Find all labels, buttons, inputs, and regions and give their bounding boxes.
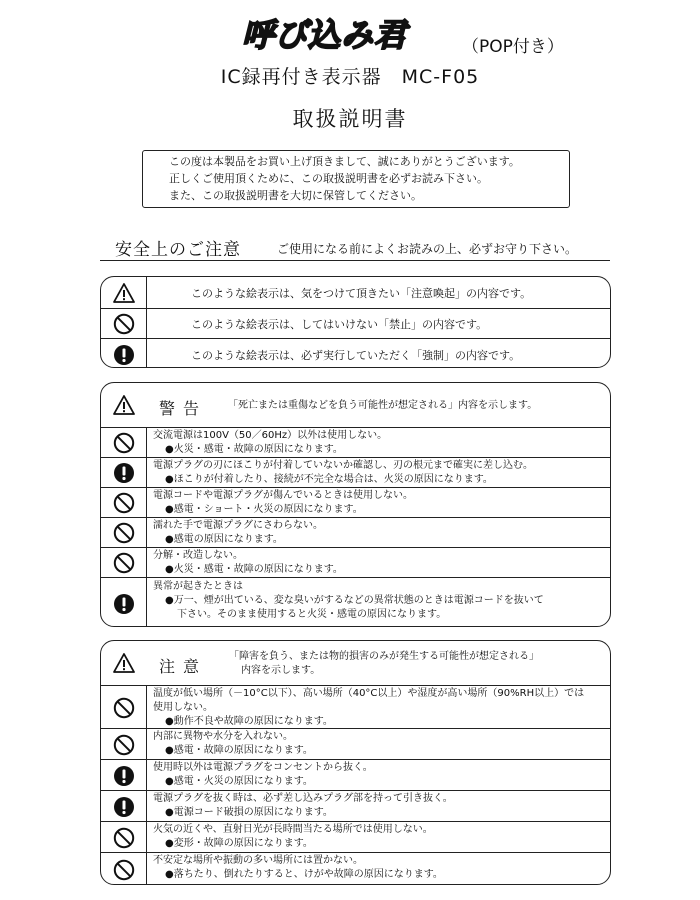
item-line: 温度が低い場所（－10°C以下）、高い場所（40°C以上）や湿度が高い場所（90%RH以上）では (153, 688, 585, 699)
caution-header (101, 641, 610, 685)
item-text (153, 459, 606, 487)
item-line: 使用しない。 (153, 702, 213, 713)
model-line: IC録再付き表示器 MC-F05 (220, 66, 480, 88)
item-line: 濡れた手で電源プラグにさわらない。 (153, 520, 323, 531)
item-text (153, 761, 606, 789)
item-note: ●変形・故障の原因になります。 (165, 838, 313, 849)
legend-text: このような絵表示は、必ず実行していただく「強制」の内容です。 (191, 348, 521, 362)
caution-triangle-icon (113, 653, 135, 673)
warning-item (101, 427, 610, 458)
icon-cell (101, 458, 147, 488)
icon-cell (101, 339, 147, 368)
caution-triangle-icon (113, 283, 135, 303)
item-note: ●落ちたり、倒れたりすると、けがや故障の原因になります。 (165, 869, 443, 880)
caution-desc-line: 「障害を負う、または物的損害のみが発生する可能性が想定される」 (229, 651, 539, 662)
mandatory-icon (113, 796, 135, 818)
item-text (153, 580, 606, 622)
warning-item (101, 517, 610, 548)
item-line: 火気の近くや、直射日光が長時間当たる場所では使用しない。 (153, 824, 433, 835)
icon-cell (101, 822, 147, 853)
icon-cell (101, 488, 147, 518)
mandatory-icon (113, 344, 135, 366)
icon-cell (101, 428, 147, 458)
item-note: ●火災・感電・故障の原因になります。 (165, 444, 343, 455)
item-line: 分解・改造しない。 (153, 550, 243, 561)
safety-heading: 安全上のご注意 (115, 240, 241, 260)
item-line: 電源コードや電源プラグが傷んでいるときは使用しない。 (153, 490, 413, 501)
item-line: 使用時以外は電源プラグをコンセントから抜く。 (153, 762, 373, 773)
icon-cell (101, 578, 147, 627)
warning-item (101, 547, 610, 578)
caution-item (101, 790, 610, 822)
icon-cell (101, 686, 147, 729)
mandatory-icon (113, 765, 135, 787)
item-text (153, 730, 606, 758)
legend-box (100, 276, 611, 368)
warning-label: 警告 (159, 399, 208, 418)
legend-text: このような絵表示は、気をつけて頂きたい「注意喚起」の内容です。 (191, 286, 532, 300)
icon-cell (101, 641, 146, 685)
prohibited-icon (113, 859, 135, 881)
caution-item (101, 821, 610, 853)
caution-item (101, 759, 610, 791)
warning-item (101, 577, 610, 627)
legend-text: このような絵表示は、してはいけない「禁止」の内容です。 (191, 318, 488, 331)
prohibited-icon (113, 697, 135, 719)
prohibited-icon (113, 827, 135, 849)
item-line: 不安定な場所や振動の多い場所には置かない。 (153, 855, 363, 866)
item-note: ●動作不良や故障の原因になります。 (165, 716, 333, 727)
mandatory-icon (113, 593, 135, 615)
item-text (153, 429, 606, 457)
warning-box (100, 382, 611, 627)
prohibited-icon (113, 432, 135, 454)
item-note: ●ほこりが付着したり、接続が不完全な場合は、火災の原因になります。 (165, 474, 493, 485)
prohibited-icon (113, 492, 135, 514)
icon-cell (101, 548, 147, 578)
item-note: ●万一、煙が出ている、変な臭いがするなどの異常状態のときは電源コードを抜いて (165, 595, 544, 606)
intro-line: この度は本製品をお買い上げ頂きまして、誠にありがとうございます。 (169, 155, 520, 168)
title-row (0, 6, 700, 56)
caution-box (100, 640, 611, 885)
intro-line: また、この取扱説明書を大切に保管してください。 (169, 189, 422, 202)
item-text (153, 854, 606, 882)
legend-row (101, 308, 610, 339)
item-text (153, 519, 606, 547)
item-note: ●感電の原因になります。 (165, 534, 283, 545)
legend-row (101, 277, 610, 308)
icon-cell (101, 853, 147, 885)
product-logo: 呼び込み君 (242, 16, 408, 54)
item-note: ●火災・感電・故障の原因になります。 (165, 564, 343, 575)
warning-item (101, 457, 610, 488)
warning-desc (228, 399, 537, 413)
prohibited-icon (113, 522, 135, 544)
item-text (153, 549, 606, 577)
item-text (153, 489, 606, 517)
item-text (153, 687, 606, 729)
item-line: 交流電源は100V（50／60Hz）以外は使用しない。 (153, 430, 388, 441)
section-divider (100, 260, 610, 261)
icon-cell (101, 791, 147, 822)
caution-item (101, 685, 610, 729)
caution-item (101, 852, 610, 885)
icon-cell (101, 760, 147, 791)
intro-box (142, 150, 570, 208)
item-note: ●感電・故障の原因になります。 (165, 745, 313, 756)
pop-note: （POP付き） (462, 37, 564, 57)
warning-desc-line: 「死亡または重傷などを負う可能性が想定される」内容を示します。 (228, 400, 538, 411)
item-note: ●感電・火災の原因になります。 (165, 776, 313, 787)
item-text (153, 823, 606, 851)
item-line: 内部に異物や水分を入れない。 (153, 731, 293, 742)
caution-desc-line: 内容を示します。 (241, 665, 321, 676)
mandatory-icon (113, 462, 135, 484)
prohibited-icon (113, 734, 135, 756)
caution-item (101, 728, 610, 760)
warning-item (101, 487, 610, 518)
icon-cell (101, 309, 147, 339)
warning-header (101, 383, 610, 427)
item-text (153, 792, 606, 820)
item-note: ●感電・ショート・火災の原因になります。 (165, 504, 363, 515)
prohibited-icon (113, 552, 135, 574)
legend-row (101, 338, 610, 368)
safety-subheading: ご使用になる前によくお読みの上、必ずお守り下さい。 (277, 242, 578, 256)
caution-label: 注意 (159, 657, 208, 676)
prohibited-icon (113, 313, 135, 335)
icon-cell (101, 729, 147, 760)
item-line: 電源プラグを抜く時は、必ず差し込みプラグ部を持って引き抜く。 (153, 793, 453, 804)
doc-title: 取扱説明書 (292, 107, 408, 131)
icon-cell (101, 277, 147, 308)
caution-desc (229, 650, 539, 678)
item-note: 下さい。そのまま使用すると火災・感電の原因になります。 (177, 609, 447, 620)
item-note: ●電源コード破損の原因になります。 (165, 807, 333, 818)
icon-cell (101, 518, 147, 548)
intro-line: 正しくご使用頂くために、この取扱説明書を必ずお読み下さい。 (169, 172, 488, 185)
item-line: 電源プラグの刃にほこりが付着していないか確認し、刃の根元まで確実に差し込む。 (153, 460, 533, 471)
caution-triangle-icon (113, 395, 135, 415)
item-line: 異常が起きたときは (153, 581, 243, 592)
icon-cell (101, 383, 146, 427)
